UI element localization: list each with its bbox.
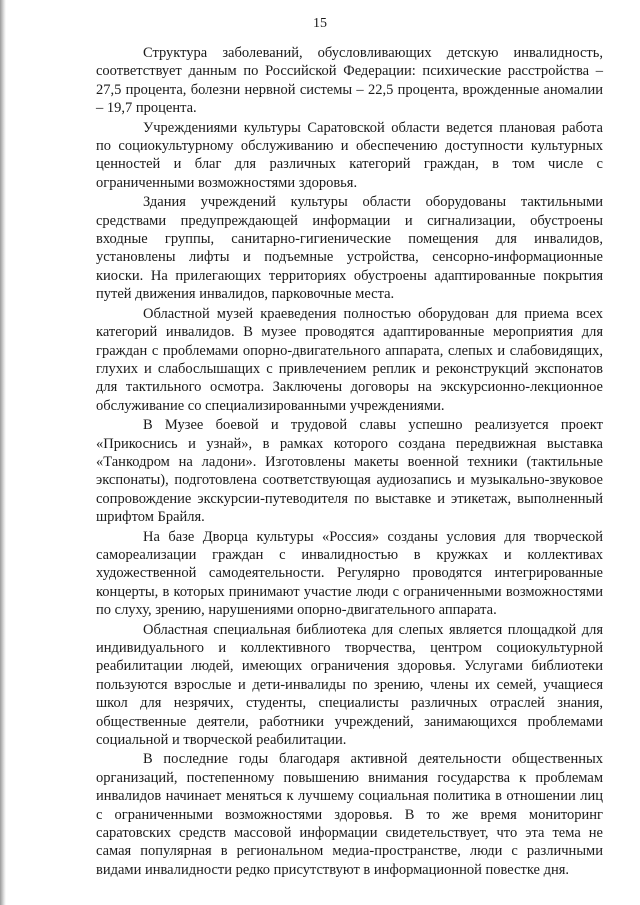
paragraph-2: Учреждениями культуры Саратовской области ведется плановая работа по социокультурному обслуживанию и обеспечению доступности культурных ценностей и благ для различных категорий граждан, в том числе с ограниченными возможностями здоровья.	[96, 119, 603, 191]
paragraph-4: Областной музей краеведения полностью оборудован для приема всех категорий инвалидов. В музее проводятся адаптированные мероприятия для граждан с проблемами опорно-двигательного аппарата, слепых и слабовидящих, глухих и слабослышащих с привлечением реплик и реконструкций экспонатов для тактильного осмотра. Заключены договоры на экскурсионно-лекционное обслуживание со специализированными учреждениями.	[96, 305, 603, 414]
paragraph-3: Здания учреждений культуры области оборудованы тактильными средствами предупреждающей информации и сигнализации, обустроены входные группы, санитарно-гигиенические помещения для инвалидов, установлены лифты и подъемные устройства, сенсорно-информационные киоски. На прилегающих территориях обустроены адаптированные покрытия путей движения инвалидов, парковочные места.	[96, 194, 603, 303]
page-number: 15	[313, 16, 327, 31]
paragraph-8: В последние годы благодаря активной деятельности общественных организаций, постепенному повышению внимания государства к проблемам инвалидов начинает меняться к лучшему социальная политика в отношении лиц с ограниченными возможностями здоровья. В то же время мониторинг саратовских средств массовой информации свидетельствует, что эта тема не самая популярная в региональном медиа-пространстве, люди с различными видами инвалидности редко присутствуют в информационной повестке дня.	[96, 751, 603, 878]
paragraph-7: Областная специальная библиотека для слепых является площадкой для индивидуального и коллективного творчества, центром социокультурной реабилитации людей, имеющих ограничения здоровья. Услугами библиотеки пользуются взрослые и дети-инвалиды по зрению, члены их семей, учащиеся школ для незрячих, студенты, специалисты различных отраслей знания, общественные деятели, работники учреждений, занимающихся проблемами социальной и творческой реабилитации.	[96, 621, 603, 749]
paragraph-1: Структура заболеваний, обусловливающих детскую инвалидность, соответствует данным по Российской Федерации: психические расстройства – 27,5 процента, болезни нервной системы – 22,5 процента, врожденные аномалии – 19,7 процента.	[96, 45, 603, 117]
paragraph-6: На базе Дворца культуры «Россия» созданы условия для творческой самореализации граждан с инвалидностью в кружках и коллективах художественной самодеятельности. Регулярно проводятся интегрированные концерты, в которых принимают участие люди с ограниченными возможностями по слуху, зрению, нарушениями опорно-двигательного аппарата.	[96, 528, 603, 619]
paragraph-5: В Музее боевой и трудовой славы успешно реализуется проект «Прикоснись и узнай», в рамках которого создана передвижная выставка «Танкодром на ладони». Изготовлены макеты военной техники (тактильные экспонаты), подготовлена соответствующая аудиозапись и музыкально-звуковое сопровождение экскурсии-путеводителя по выставке и этикетаж, выполненный шрифтом Брайля.	[96, 417, 603, 526]
document-body	[96, 44, 603, 880]
